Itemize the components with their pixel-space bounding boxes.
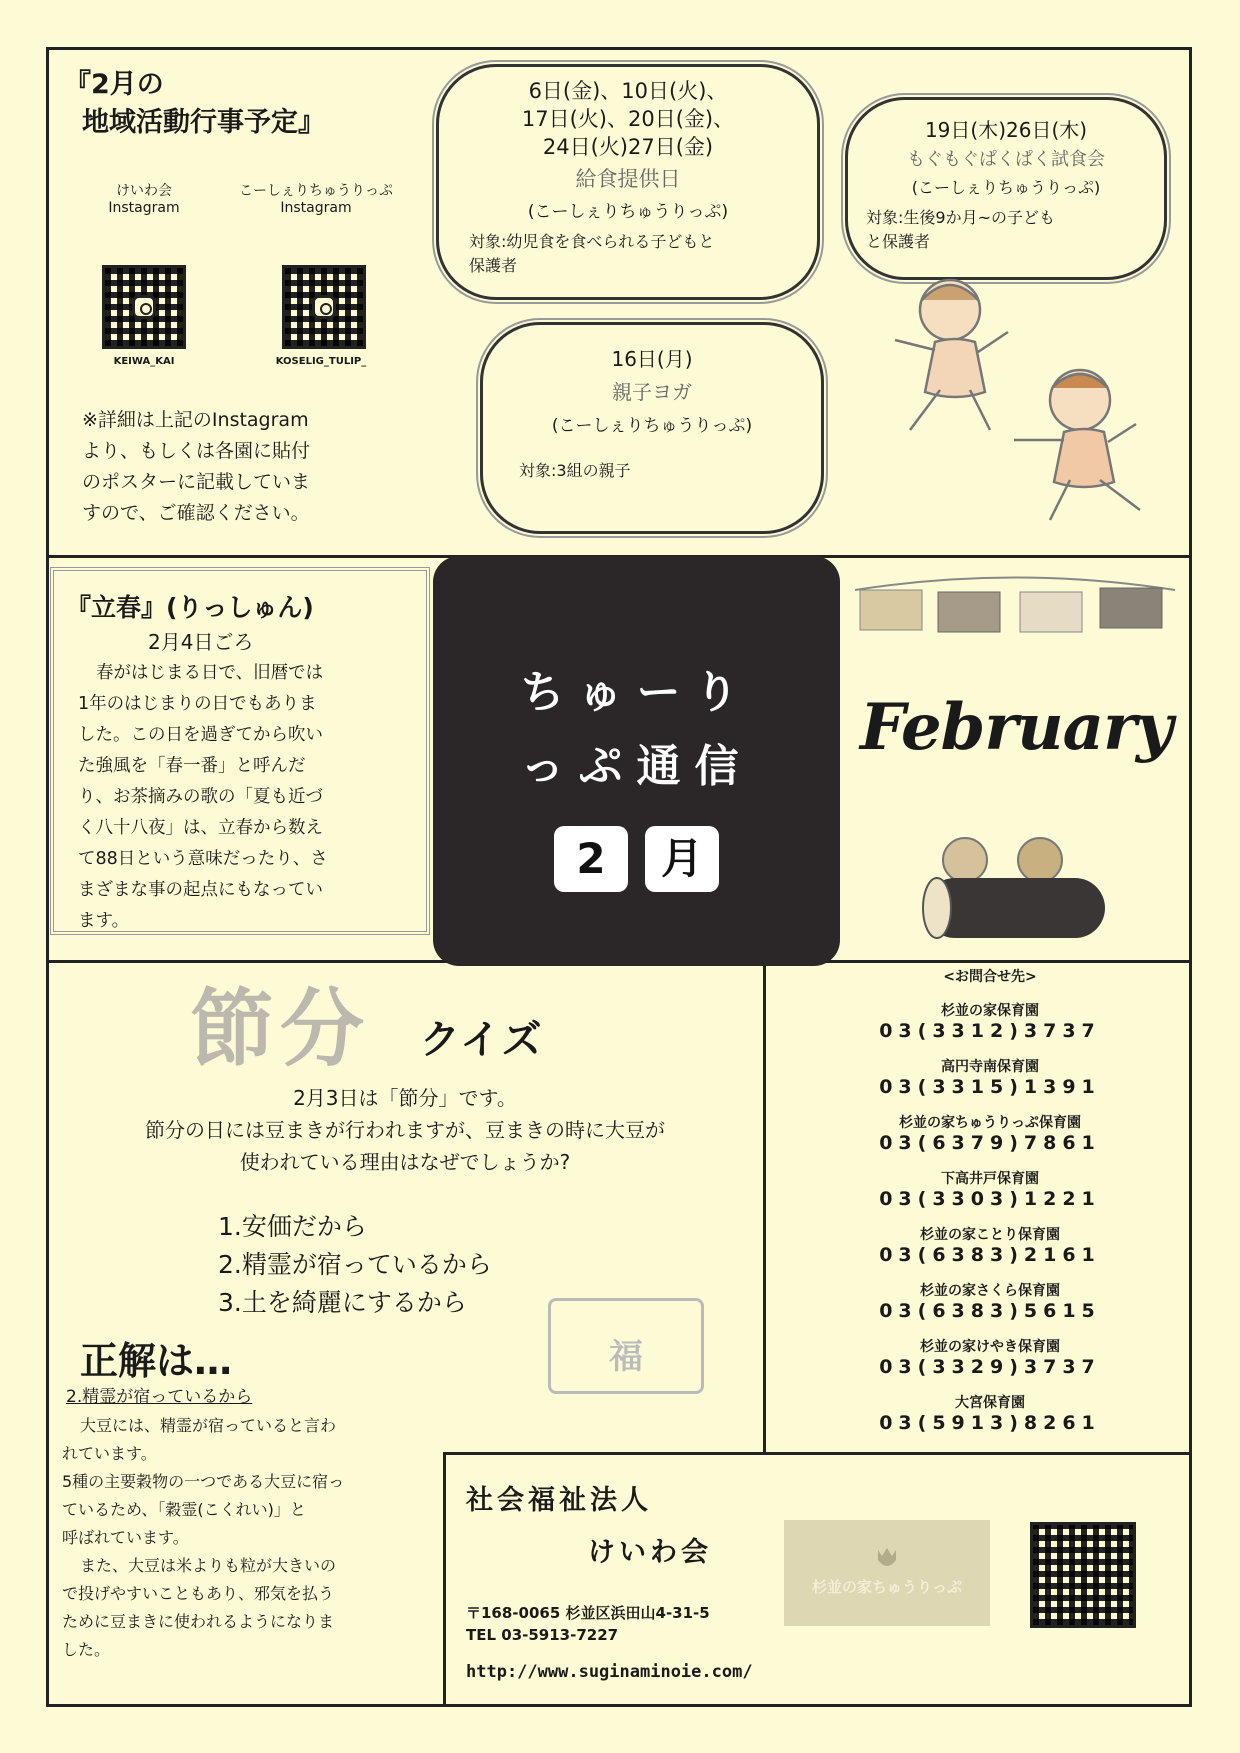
event-dates: 19日(木)26日(木) (924, 118, 1088, 142)
org-name: けいわ会 (588, 1537, 712, 1568)
qr-code-tulip[interactable] (282, 265, 366, 349)
masthead-month (433, 826, 840, 892)
event-dates: 17日(火)、20日(金)、 (521, 107, 735, 131)
event-target: 対象:幼児食を食べられる子どもと (469, 232, 715, 251)
contact-item: 杉並の家ことり保育園 03(6383)2161 (879, 1227, 1101, 1266)
instagram-tulip (206, 180, 426, 216)
quiz-option: 2.精霊が宿っているから (218, 1250, 492, 1279)
contact-item: 高円寺南保育園 03(3315)1391 (879, 1059, 1101, 1098)
fuku-masu-illustration (548, 1298, 704, 1394)
instagram-name: けいわ会 (116, 183, 172, 199)
ehomaki-illustration (915, 830, 1115, 950)
event-lunch (436, 64, 820, 300)
contact-item: 杉並の家けやき保育園 03(3329)3737 (879, 1339, 1101, 1378)
qr-code-keiwa[interactable] (102, 265, 186, 349)
event-target: 対象:生後9か月~の子ども (866, 208, 1055, 227)
contact-item: 大宮保育園 03(5913)8261 (879, 1395, 1101, 1434)
bunting-illustration (850, 570, 1180, 650)
event-place: (こーしぇりちゅうりっぷ) (551, 416, 753, 436)
events-title: 『2月の 地域活動行事予定』 (64, 69, 325, 138)
event-place: (こーしぇりちゅうりっぷ) (911, 178, 1101, 197)
event-place: (こーしぇりちゅうりっぷ) (527, 202, 729, 222)
event-target: 対象:3組の親子 (519, 461, 631, 480)
fuku-label: 福 (609, 1337, 643, 1377)
risshun-body: 春がはじまる日で、旧暦では 1年のはじまりの日でもありま した。この日を過ぎてから吹い た強風を「春一番」と呼んだ り、お茶摘みの歌の「夏も近づ く八十八夜」は、立春から数え て88日という意味だったり、さ まざまな事の起点にもなってい ます。 (78, 663, 328, 931)
instagram-handle: KOSELIG_TULIP_ (275, 356, 367, 367)
instagram-handle: KEIWA_KAI (113, 356, 175, 367)
org-type: 社会福祉法人 (466, 1485, 652, 1516)
divider-org (443, 1452, 446, 1707)
event-dates: 24日(火)27日(金) (542, 135, 714, 159)
contact-item: 杉並の家ちゅうりっぷ保育園 03(6379)7861 (879, 1115, 1101, 1154)
instagram-icon (312, 295, 336, 319)
quiz-option: 1.安価だから (218, 1212, 367, 1241)
event-name: もぐもぐぱくぱく試食会 (907, 149, 1105, 170)
quiz-title-main: 節分 (190, 980, 371, 1078)
answer-explanation: 大豆には、精霊が宿っていると言わ れています。 5種の主要穀物の一つである大豆に宿っ ているため、「穀霊(こくれい)」と 呼ばれています。 また、大豆は米よりも粒が大きいの で投げやすいこともあり、邪気を払う ために豆まきに使われるようになりま した。 (62, 1416, 345, 1659)
february-heading: February (860, 690, 1173, 765)
instagram-name: こーしぇりちゅうりっぷ (239, 183, 393, 199)
events-note: ※詳細は上記のInstagram より、もしくは各園に貼付 のポスターに記載していま すので、ご確認ください。 (82, 409, 311, 524)
instagram-keiwa (84, 180, 204, 216)
instagram-platform: Instagram (108, 200, 180, 216)
answer-title: 正解は… (80, 1339, 233, 1383)
contacts-list (800, 966, 1180, 1448)
event-name: 親子ヨガ (612, 380, 692, 404)
org-qr-code[interactable] (1030, 1522, 1136, 1628)
event-tasting (845, 97, 1167, 280)
risshun-date: 2月4日ごろ (148, 630, 254, 654)
divider-org-top (443, 1452, 1192, 1455)
event-dates: 16日(月) (611, 347, 693, 371)
quiz-question: 2月3日は「節分」です。 節分の日には豆まきが行われますが、豆まきの時に大豆が 使われている理由はなぜでしょうか? (145, 1086, 665, 1174)
event-dates: 6日(金)、10日(火)、 (528, 79, 728, 103)
quiz-option: 3.土を綺麗にするから (218, 1288, 467, 1317)
instagram-platform: Instagram (280, 200, 352, 216)
event-target: 保護者 (469, 256, 518, 275)
newsletter-masthead (433, 556, 840, 966)
answer-text: 2.精霊が宿っているから (66, 1387, 253, 1407)
contact-item: 下高井戸保育園 03(3303)1221 (879, 1171, 1101, 1210)
risshun-title: 『立春』(りっしゅん) (66, 593, 314, 622)
quiz-title-sub: クイズ (420, 1017, 544, 1063)
instagram-icon (132, 295, 156, 319)
running-children-illustration (880, 270, 1180, 530)
quiz-options (218, 1208, 492, 1322)
month-unit: 月 (645, 826, 719, 892)
month-number: 2 (554, 826, 628, 892)
org-logo (784, 1520, 990, 1626)
contacts-header: <お問合せ先> (943, 969, 1037, 985)
org-address: 〒168-0065 杉並区浜田山4-31-5 (466, 1604, 710, 1622)
contact-item: 杉並の家さくら保育園 03(6383)5615 (879, 1283, 1101, 1322)
divider-contacts (763, 960, 766, 1452)
tulip-icon (872, 1542, 902, 1572)
event-yoga (480, 322, 824, 534)
masthead-title: ちゅーり っぷ通信 (520, 667, 753, 792)
org-logo-text: 杉並の家ちゅうりっぷ (811, 1578, 962, 1596)
org-tel: TEL 03-5913-7227 (466, 1626, 619, 1644)
contact-item: 杉並の家保育園 03(3312)3737 (879, 1003, 1101, 1042)
org-url-link[interactable]: http://www.suginaminoie.com/ (466, 1662, 753, 1682)
event-name: 給食提供日 (575, 167, 681, 191)
event-target: と保護者 (866, 232, 931, 251)
